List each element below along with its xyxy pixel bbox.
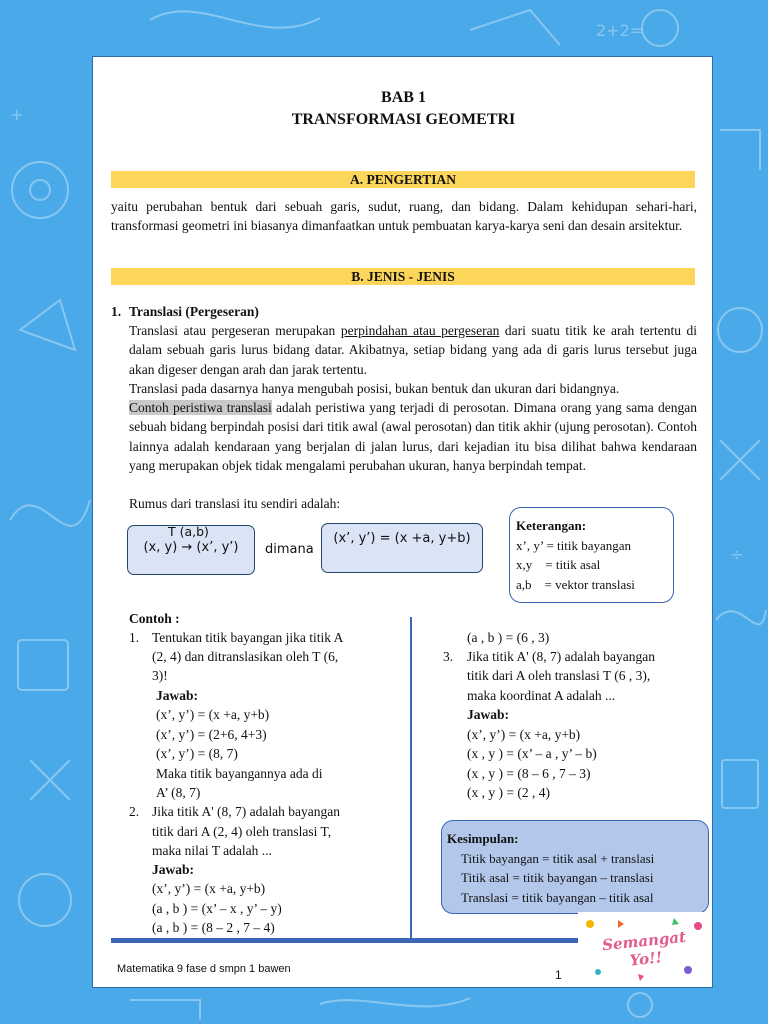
- keterangan-line: x,y = titik asal: [516, 557, 601, 572]
- section-a-paragraph: yaitu perubahan bentuk dari sebuah garis, sudut, ruang, dan bidang. Dalam kehidupan sehari-hari, transformasi geometri ini biasanya dimanfaatkan untuk pembuatan karya-karya seni dan desain arsitektur.: [111, 199, 697, 234]
- section-b-heading: B. JENIS - JENIS: [111, 268, 695, 285]
- question-number: 1.: [129, 630, 140, 645]
- question-line: maka nilai T adalah ...: [152, 843, 272, 858]
- footer-text: Matematika 9 fase d smpn 1 bawen: [117, 963, 291, 975]
- answer-step: (a , b ) = (8 – 2 , 7 – 4): [152, 920, 275, 935]
- answer-step: A’ (8, 7): [156, 785, 201, 800]
- keterangan-line: x’, y’ = titik bayangan: [516, 537, 632, 553]
- kesimpulan-line: Translasi = titik bayangan – titik asal: [461, 889, 654, 905]
- translasi-text-b: dari suatu titik ke arah tertentu di dalam sebuah garis lurus bidang datar. Akibatnya, setiap bidang yang ada di garis lurus tersebut juga akan digeser dengan arah dan jarak tertentu.: [129, 323, 697, 377]
- footer-rule: [111, 938, 581, 943]
- question-line: titik dari A (2, 4) oleh translasi T,: [152, 824, 332, 839]
- formula-box-1-label: T (a,b): [168, 524, 209, 539]
- question-number: 3.: [443, 649, 454, 664]
- question-line: Jika titik A' (8, 7) adalah bayangan: [152, 804, 341, 819]
- question-line: maka koordinat A adalah ...: [467, 688, 616, 703]
- question-number: 2.: [129, 804, 140, 819]
- answer-step: (x , y ) = (x’ – a , y’ – b): [467, 746, 597, 761]
- item-number: 1.: [111, 304, 122, 319]
- sticker-text: Semangat Yo!!: [601, 927, 687, 970]
- jawab-label: Jawab:: [156, 688, 199, 703]
- rumus-intro: Rumus dari translasi itu sendiri adalah:: [129, 496, 341, 511]
- jawab-label: Jawab:: [152, 862, 195, 877]
- translasi-text-a: Translasi atau pergeseran merupakan: [129, 323, 341, 338]
- translasi-paragraph-2: Translasi pada dasarnya hanya mengubah posisi, bukan bentuk dan ukuran dari bidangnya.: [129, 381, 620, 396]
- column-divider: [410, 617, 412, 939]
- answer-step: (x’, y’) = (2+6, 4+3): [156, 727, 267, 742]
- translasi-paragraph: [129, 321, 697, 379]
- question-line: Jika titik A' (8, 7) adalah bayangan: [467, 649, 656, 664]
- answer-step: (x’, y’) = (x +a, y+b): [467, 727, 581, 742]
- answer-step: (x’, y’) = (x +a, y+b): [152, 881, 266, 896]
- contoh-title: Contoh :: [129, 611, 180, 626]
- translasi-underlined: perpindahan atau pergeseran: [340, 323, 500, 338]
- formula-box-1-text: (x, y) → (x’, y’): [143, 540, 239, 555]
- item-title: Translasi (Pergeseran): [129, 304, 259, 319]
- svg-text:2+2=: 2+2=: [596, 21, 644, 40]
- page-number: 1: [555, 968, 562, 982]
- chapter-number: BAB 1: [381, 89, 426, 106]
- question-line: 3)!: [152, 668, 168, 683]
- document-page: [92, 56, 713, 988]
- svg-text:+: +: [10, 105, 24, 124]
- question-line: (2, 4) dan ditranslasikan oleh T (6,: [152, 649, 339, 664]
- answer-step: (x’, y’) = (8, 7): [156, 746, 238, 761]
- contoh-peristiwa-paragraph: [129, 398, 697, 475]
- answer-step: (a , b ) = (x’ – x , y’ – y): [152, 901, 282, 916]
- keterangan-box: [509, 507, 674, 603]
- keterangan-line: a,b = vektor translasi: [516, 576, 635, 592]
- kesimpulan-line: Titik asal = titik bayangan – translasi: [461, 870, 654, 885]
- dimana-label: dimana: [265, 542, 314, 557]
- kesimpulan-title: Kesimpulan:: [447, 831, 519, 846]
- answer-step: (x’, y’) = (x +a, y+b): [156, 707, 270, 722]
- keterangan-title: Keterangan:: [516, 518, 587, 533]
- question-line: Tentukan titik bayangan jika titik A: [152, 630, 344, 645]
- answer-step: (x , y ) = (8 – 6 , 7 – 3): [467, 766, 591, 781]
- page-title: TRANSFORMASI GEOMETRI: [291, 111, 516, 128]
- formula-box-2: (x’, y’) = (x +a, y+b): [321, 523, 483, 573]
- semangat-sticker: [578, 912, 712, 984]
- answer-step: (a , b ) = (6 , 3): [467, 630, 550, 645]
- formula-box-1: [127, 525, 255, 575]
- kesimpulan-box: [441, 820, 709, 914]
- highlight-text: Contoh peristiwa translasi: [129, 400, 272, 415]
- jawab-label: Jawab:: [467, 707, 510, 722]
- contoh-peristiwa-rest: adalah peristiwa yang terjadi di perosotan. Dimana orang yang sama dengan sebuah bidang berpindah posisi dari titik awal (awal perosotan) dan titik akhir (ujung perosotan). Contoh lainnya adalah kendaraan yang berjalan di jalan lurus, dari kejadian itu bisa dilihat bahwa kendaraan yang merupakan objek tidak mengalami perubahan ukuran, hanya berpindah tempat.: [129, 400, 697, 473]
- answer-step: Maka titik bayangannya ada di: [156, 766, 323, 781]
- svg-text:÷: ÷: [730, 545, 744, 564]
- section-a-heading: A. PENGERTIAN: [111, 171, 695, 188]
- kesimpulan-line: Titik bayangan = titik asal + translasi: [461, 850, 655, 866]
- question-line: titik dari A oleh translasi T (6 , 3),: [467, 668, 651, 683]
- answer-step: (x , y ) = (2 , 4): [467, 785, 550, 800]
